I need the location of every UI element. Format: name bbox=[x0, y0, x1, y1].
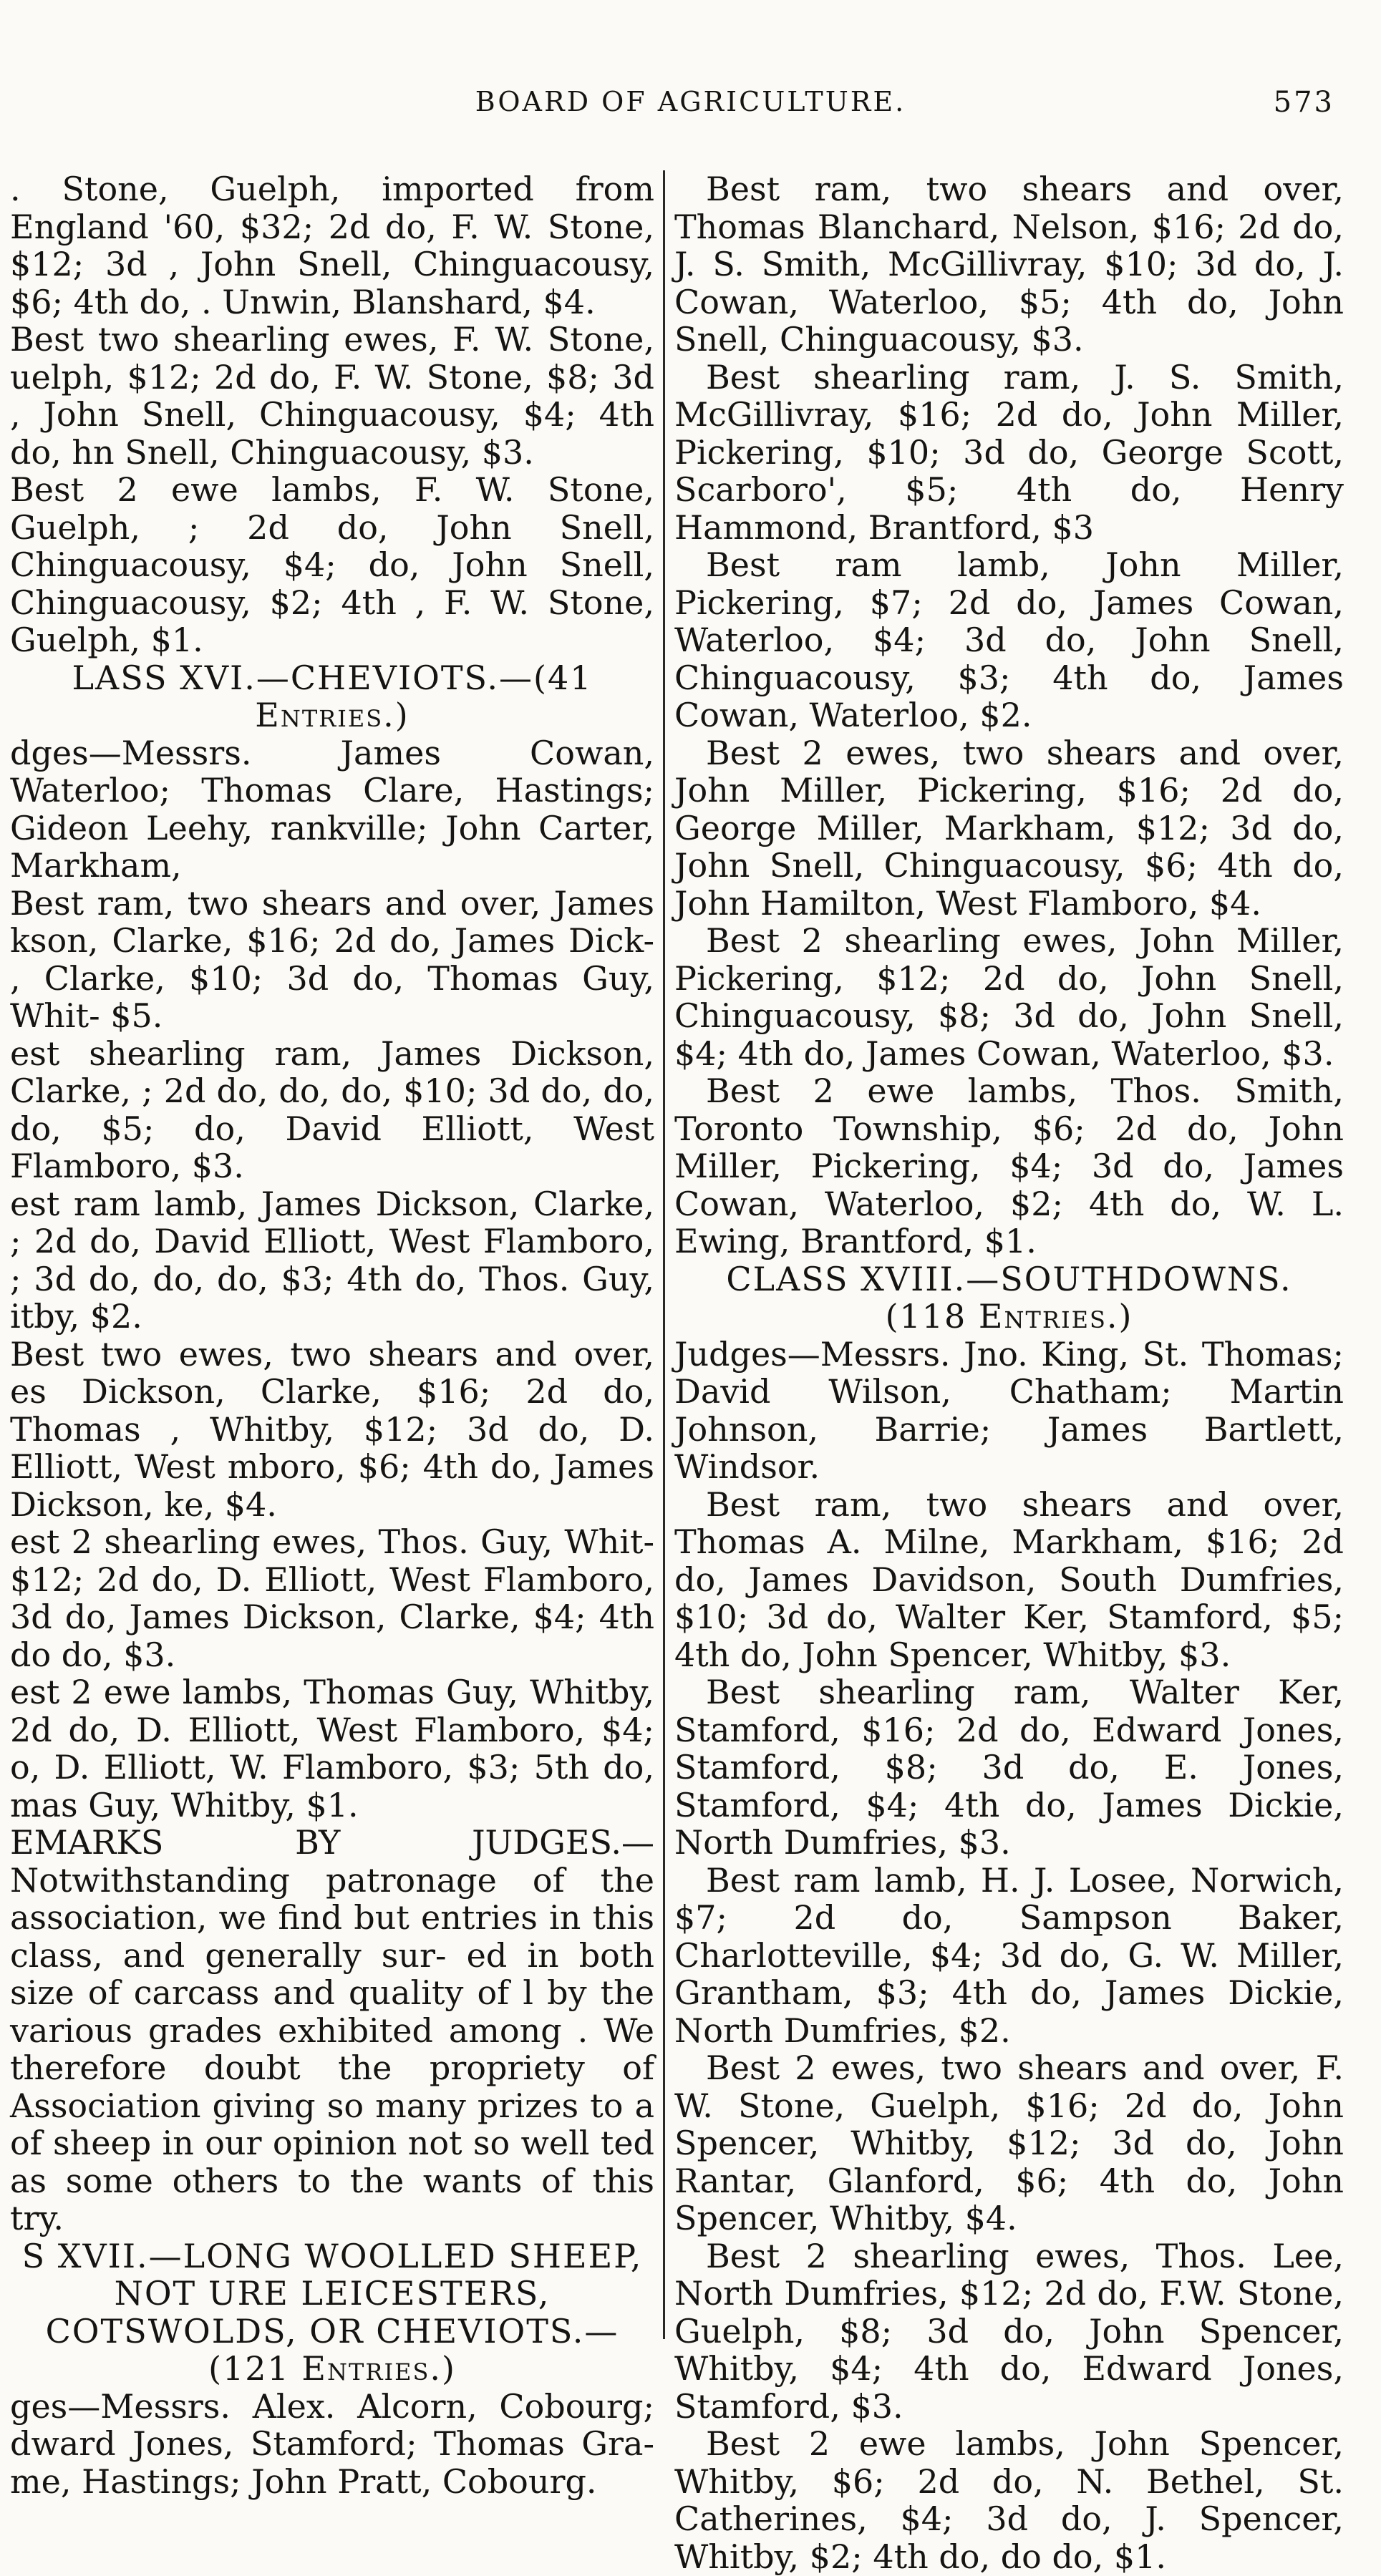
award-paragraph: Best shearling ram, Walter Ker, Stamford, $16; 2d do, Edward Jones, Stamford, $8; 3d do, E. Jones, Stamford, $4; 4th do, James Dickie, North Dumfries, $3. bbox=[674, 1673, 1344, 1862]
award-paragraph: Best ram, two shears and over, Thomas Blanchard, Nelson, $16; 2d do, J. S. Smith, McGillivray, $10; 3d do, J. Cowan, Waterloo, $5; 4th do, John Snell, Chinguacousy, $3. bbox=[674, 170, 1344, 359]
award-paragraph: Best shearling ram, J. S. Smith, McGillivray, $16; 2d do, John Miller, Pickering, $10; 3d do, George Scott, Scarboro', $5; 4th do, Henry Hammond, Brantford, $3 bbox=[674, 357, 1344, 547]
award-paragraph: Best 2 shearling ewes, John Miller, Pickering, $12; 2d do, John Snell, Chinguacousy, $8; 3d do, John Snell, $4; 4th do, James Cowan, Waterloo, $3. bbox=[674, 921, 1344, 1073]
award-paragraph: Best 2 ewe lambs, Thos. Smith, Toronto Township, $6; 2d do, John Miller, Pickering, $4; 3d do, James Cowan, Waterloo, $2; 4th do, W. L. Ewing, Brantford, $1. bbox=[674, 1071, 1344, 1260]
page-title: BOARD OF AGRICULTURE. bbox=[475, 86, 906, 117]
award-paragraph: . Stone, Guelph, imported from England '60, $32; 2d do, F. W. Stone, $12; 3d , John Snell, Chinguacousy, $6; 4th do, . Unwin, Blanshard, $4. bbox=[10, 170, 654, 321]
award-paragraph: Best 2 ewe lambs, John Spencer, Whitby, $6; 2d do, N. Bethel, St. Catherines, $4; 3d do, J. Spencer, Whitby, $2; 4th do, do do, $1. bbox=[674, 2424, 1344, 2576]
award-paragraph: est shearling ram, James Dickson, Clarke, ; 2d do, do, do, $10; 3d do, do, do, $5; do, David Elliott, West Flamboro, $3. bbox=[10, 1034, 654, 1185]
award-paragraph: Best two shearling ewes, F. W. Stone, uelph, $12; 2d do, F. W. Stone, $8; 3d , John Snell, Chinguacousy, $4; 4th do, hn Snell, Chinguacousy, $3. bbox=[10, 320, 654, 472]
award-paragraph: est 2 ewe lambs, Thomas Guy, Whitby, 2d do, D. Elliott, West Flamboro, $4; o, D. Elliott, W. Flamboro, $3; 5th do, mas Guy, Whitby, $1. bbox=[10, 1673, 654, 1824]
award-paragraph: Judges—Messrs. Jno. King, St. Thomas; David Wilson, Chatham; Martin Johnson, Barrie; James Bartlett, Windsor. bbox=[674, 1334, 1344, 1486]
running-header bbox=[29, 86, 1352, 129]
award-paragraph: est ram lamb, James Dickson, Clarke, ; 2d do, David Elliott, West Flamboro, ; 3d do, do, do, $3; 4th do, Thos. Guy, itby, $2. bbox=[10, 1184, 654, 1336]
award-paragraph: Best ram lamb, H. J. Losee, Norwich, $7; 2d do, Sampson Baker, Charlotteville, $4; 3d do, G. W. Miller, Grantham, $3; 4th do, James Dickie, North Dumfries, $2. bbox=[674, 1860, 1344, 2050]
award-paragraph: Best 2 ewe lambs, F. W. Stone, Guelph, ; 2d do, John Snell, Chinguacousy, $4; do, John Snell, Chinguacousy, $2; 4th , F. W. Stone, Guelph, $1. bbox=[10, 470, 654, 659]
award-paragraph: Best 2 ewes, two shears and over, John Miller, Pickering, $16; 2d do, George Miller, Markham, $12; 3d do, John Snell, Chinguacousy, $6; 4th do, John Hamilton, West Flamboro, $4. bbox=[674, 733, 1344, 923]
left-column bbox=[10, 170, 654, 2501]
award-paragraph: ges—Messrs. Alex. Alcorn, Cobourg; dward Jones, Stamford; Thomas Gra- me, Hastings; John Pratt, Cobourg. bbox=[10, 2386, 654, 2501]
class-heading: CLASS XVIII.—SOUTHDOWNS. bbox=[726, 1259, 1292, 1298]
award-paragraph: Best ram lamb, John Miller, Pickering, $7; 2d do, James Cowan, Waterloo, $4; 3d do, John Snell, Chinguacousy, $3; 4th do, James Cowan, Waterloo, $2. bbox=[674, 545, 1344, 734]
page-number: 573 bbox=[1273, 86, 1334, 119]
award-paragraph: Best 2 shearling ewes, Thos. Lee, North Dumfries, $12; 2d do, F.W. Stone, Guelph, $8; 3d do, John Spencer, Whitby, $4; 4th do, Edward Jones, Stamford, $3. bbox=[674, 2236, 1344, 2426]
right-column bbox=[674, 170, 1344, 2576]
award-paragraph: EMARKS BY JUDGES.—Notwithstanding patronage of the association, we find but entries in this class, and generally sur- ed in both size of carcass and quality of l by the various grades exhibited among . We therefore doubt the propriety of Association giving so many prizes to a of sheep in our opinion not so well ted as some others to the wants of this try. bbox=[10, 1823, 654, 2237]
class-heading: (118 Entries.) bbox=[885, 1297, 1133, 1336]
award-paragraph: dges—Messrs. James Cowan, Waterloo; Thomas Clare, Hastings; Gideon Leehy, rankville; John Carter, Markham, bbox=[10, 733, 654, 885]
award-paragraph: Best ram, two shears and over, Thomas A. Milne, Markham, $16; 2d do, James Davidson, South Dumfries, $10; 3d do, Walter Ker, Stamford, $5; 4th do, John Spencer, Whitby, $3. bbox=[674, 1484, 1344, 1674]
award-paragraph: Best ram, two shears and over, James kson, Clarke, $16; 2d do, James Dick- , Clarke, $10; 3d do, Thomas Guy, Whit- $5. bbox=[10, 883, 654, 1035]
award-paragraph: Best 2 ewes, two shears and over, F. W. Stone, Guelph, $16; 2d do, John Spencer, Whitby, $12; 3d do, John Rantar, Glanford, $6; 4th do, John Spencer, Whitby, $4. bbox=[674, 2048, 1344, 2237]
class-heading: S XVII.—LONG WOOLLED SHEEP, NOT URE LEICESTERS, COTSWOLDS, OR CHEVIOTS.—(121 Entries.) bbox=[21, 2236, 643, 2388]
award-paragraph: est 2 shearling ewes, Thos. Guy, Whit- $12; 2d do, D. Elliott, West Flamboro, 3d do, James Dickson, Clarke, $4; 4th do do, $3. bbox=[10, 1522, 654, 1674]
award-paragraph: Best two ewes, two shears and over, es Dickson, Clarke, $16; 2d do, Thomas , Whitby, $12; 3d do, D. Elliott, West mboro, $6; 4th do, James Dickson, ke, $4. bbox=[10, 1334, 654, 1524]
class-heading: LASS XVI.—CHEVIOTS.—(41 Entries.) bbox=[72, 658, 593, 734]
column-divider bbox=[663, 170, 665, 2339]
